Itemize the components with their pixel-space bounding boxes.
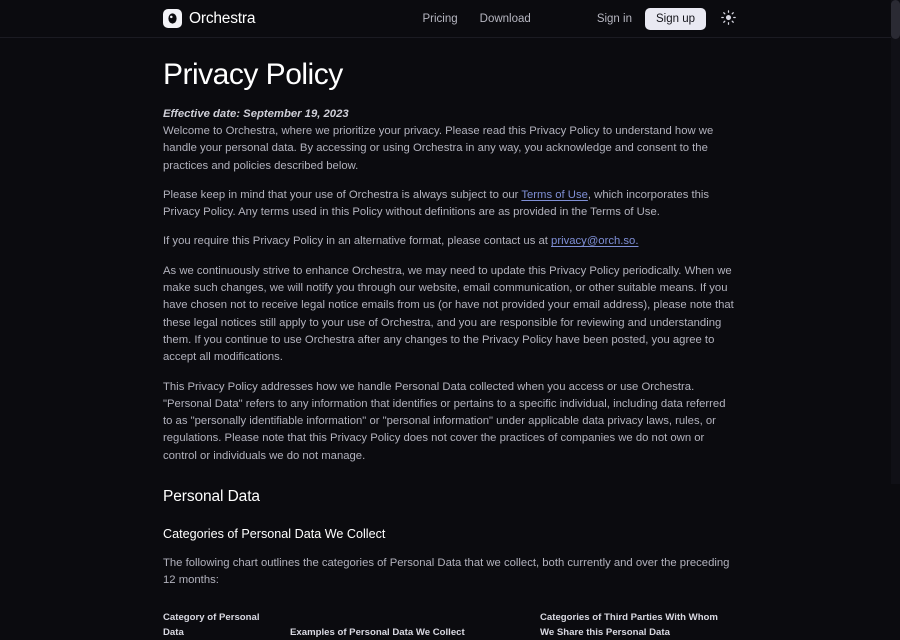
table-header-row <box>163 611 737 640</box>
nav-link-download[interactable]: Download <box>479 12 531 25</box>
page-container <box>0 57 900 640</box>
privacy-policy-content <box>163 57 737 640</box>
section-heading-personal-data: Personal Data <box>163 488 260 506</box>
brand-name-label: Orchestra <box>189 9 256 27</box>
sign-in-link[interactable]: Sign in <box>596 12 632 25</box>
nav-links-group <box>423 13 531 25</box>
policy-updates-paragraph: As we continuously strive to enhance Orchestra, we may need to update this Privacy Policy periodically. When we make such changes, we will notify you through our website, email communication, or other suitable means. If you have chosen not to receive legal notice emails from us (or have not provided your email address), please note that these legal notices still apply to your use of Orchestra, and you are responsible for reviewing and understanding them. If you continue to use Orchestra after any changes to the Privacy Policy have been posted, you agree to accept all modifications. <box>163 264 734 364</box>
page-title: Privacy Policy <box>163 58 343 91</box>
nav-actions-group <box>597 8 737 30</box>
alternative-format-text: If you require this Privacy Policy in an alternative format, please contact us at <box>163 235 552 248</box>
alternative-format-paragraph <box>163 233 737 250</box>
privacy-email-link[interactable]: privacy@orch.so. <box>551 235 639 248</box>
terms-paragraph-text-after: , which incorporates this Privacy Policy. Any terms used in this Policy without definitions are as provided in the Terms of Use. <box>163 188 710 219</box>
theme-toggle-button[interactable] <box>719 10 737 28</box>
terms-of-use-link[interactable]: Terms of Use <box>521 188 588 201</box>
intro-paragraph-block <box>163 106 737 175</box>
effective-date-label: Effective date: September 19, 2023 <box>163 108 349 120</box>
personal-data-table <box>163 611 737 640</box>
nav-link-pricing[interactable]: Pricing <box>422 12 458 25</box>
terms-paragraph-text-before: Please keep in mind that your use of Orchestra is always subject to our <box>163 188 522 201</box>
sign-up-button[interactable]: Sign up <box>645 8 706 30</box>
brand-logo-link[interactable] <box>163 9 255 28</box>
table-header-category: Category of Personal Data <box>163 612 260 638</box>
subsection-heading-categories: Categories of Personal Data We Collect <box>163 527 386 542</box>
terms-paragraph <box>163 187 737 222</box>
table-header <box>163 611 737 640</box>
table-header-examples: Examples of Personal Data We Collect <box>290 626 465 638</box>
page-scrollbar-thumb[interactable] <box>891 0 900 39</box>
top-navigation-bar <box>0 0 900 38</box>
table-intro-text: The following chart outlines the categories of Personal Data that we collect, both currently and over the preceding 12 months: <box>163 557 730 587</box>
nav-inner-container <box>0 8 900 30</box>
table-header-third-parties: Categories of Third Parties With Whom We Share this Personal Data <box>540 612 718 638</box>
sun-icon <box>721 10 736 28</box>
intro-paragraph-text: Welcome to Orchestra, where we prioritize your privacy. Please read this Privacy Policy to understand how we handle your personal data. By accessing or using Orchestra in any way, you acknowledge and consent to the practices and policies described below. <box>163 125 714 172</box>
orchestra-logo-icon <box>163 9 182 28</box>
personal-data-scope-paragraph: This Privacy Policy addresses how we handle Personal Data collected when you access or use Orchestra. "Personal Data" refers to any information that identifies or pertains to a specific individual, including data referred to as "personally identifiable information" or "personal information" under applicable data privacy laws, rules, or regulations. Please note that this Privacy Policy does not cover the practices of companies we do not own or control or individuals we do not manage. <box>163 380 726 462</box>
page-scrollbar-track[interactable] <box>891 0 900 484</box>
